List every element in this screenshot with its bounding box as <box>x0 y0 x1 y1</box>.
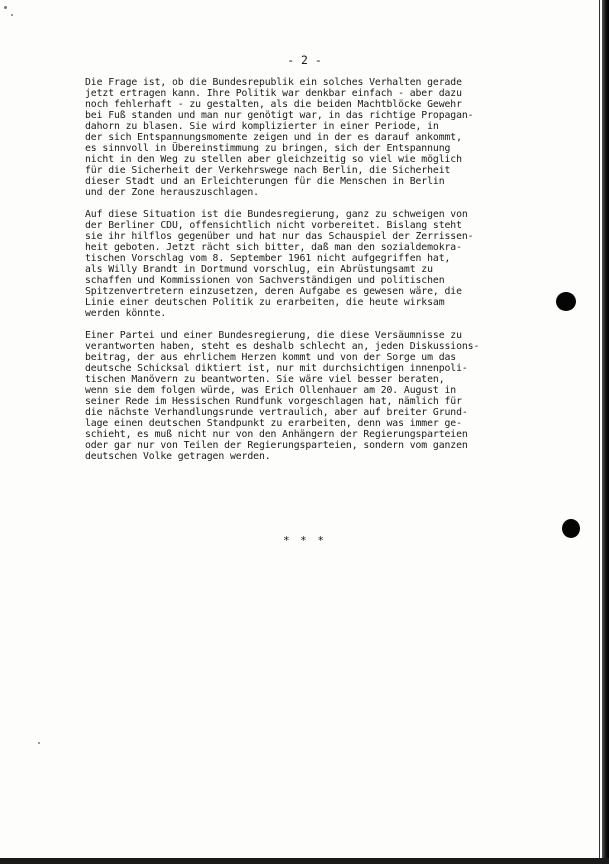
text-line: als Willy Brandt in Dortmund vorschlug, ein Abrüstungsamt zu <box>85 264 433 275</box>
scan-speck <box>11 14 13 16</box>
text-line: die nächste Verhandlungsrunde vertraulich, aber auf breiter Grund- <box>85 407 468 418</box>
text-line: nicht in den Weg zu stellen aber gleichzeitig so viel wie möglich <box>85 154 462 165</box>
text-line: tischen Vorschlag vom 8. September 1961 nicht aufgegriffen hat, <box>85 253 451 264</box>
text-line: verantworten haben, steht es deshalb schlecht an, jeden Diskussions- <box>85 341 480 352</box>
text-line: schieht, es muß nicht nur von den Anhängern der Regierungsparteien <box>85 429 468 440</box>
paragraph-1 <box>85 77 575 198</box>
text-line: tischen Manövern zu beantworten. Sie wäre viel besser beraten, <box>85 374 445 385</box>
punch-hole <box>562 519 580 538</box>
text-line: wenn sie dem folgen würde, was Erich Ollenhauer am 20. August in <box>85 385 457 396</box>
text-line: lage einen deutschen Standpunkt zu erarbeiten, denn was immer ge- <box>85 418 462 429</box>
text-line: dieser Stadt und an Erleichterungen für die Menschen in Berlin <box>85 176 445 187</box>
text-line: Spitzenvertretern einzusetzen, deren Aufgabe es gewesen wäre, die <box>85 286 462 297</box>
text-line: seiner Rede im Hessischen Rundfunk vorgeschlagen hat, nämlich für <box>85 396 462 407</box>
paragraph-3 <box>85 330 575 462</box>
punch-hole <box>556 292 576 311</box>
scan-edge-line <box>599 0 600 864</box>
text-line: noch fehlerhaft - zu gestalten, als die beiden Machtblöcke Gewehr <box>85 99 462 110</box>
text-line: heit geboten. Jetzt rächt sich bitter, daß man den sozialdemokra- <box>85 242 462 253</box>
text-line: deutsche Schicksal diktiert ist, nur mit durchsichtigen innenpoli- <box>85 363 468 374</box>
text-line: deutschen Volke getragen werden. <box>85 451 271 462</box>
text-line: dahorn zu blasen. Sie wird komplizierter in einer Periode, in <box>85 121 439 132</box>
text-line: Linie einer deutschen Politik zu erarbeiten, die heute wirksam <box>85 297 445 308</box>
text-line: Einer Partei und einer Bundesregierung, die diese Versäumnisse zu <box>85 330 462 341</box>
scan-edge-right <box>602 0 609 864</box>
text-line: werden könnte. <box>85 308 167 319</box>
text-line: beitrag, der aus ehrlichem Herzen kommt und von der Sorge um das <box>85 352 457 363</box>
text-line: Auf diese Situation ist die Bundesregierung, ganz zu schweigen von <box>85 209 468 220</box>
page-number: - 2 - <box>287 53 322 67</box>
text-line: es sinnvoll in Übereinstimmung zu bringen, sich der Entspannung <box>85 143 451 154</box>
document-body <box>85 77 575 473</box>
section-separator: * * * <box>282 534 327 547</box>
text-line: sie ihr hilflos gegenüber und hat nur das Schauspiel der Zerrissen- <box>85 231 474 242</box>
text-line: der sich Entspannungsmomente zeigen und in der es darauf ankommt, <box>85 132 462 143</box>
text-line: und der Zone herauszuschlagen. <box>85 187 259 198</box>
text-line: bei Fuß standen und man nur genötigt war, in das richtige Propagan- <box>85 110 474 121</box>
text-line: schaffen und Kommissionen von Sachverständigen und politischen <box>85 275 445 286</box>
paragraph-2 <box>85 209 575 319</box>
text-line: Die Frage ist, ob die Bundesrepublik ein solches Verhalten gerade <box>85 77 462 88</box>
scan-speck <box>38 742 40 744</box>
text-line: oder gar nur von Teilen der Regierungsparteien, sondern vom ganzen <box>85 440 468 451</box>
scan-speck <box>4 6 7 9</box>
text-line: jetzt ertragen kann. Ihre Politik war denkbar einfach - aber dazu <box>85 88 462 99</box>
text-line: der Berliner CDU, offensichtlich nicht vorbereitet. Bislang steht <box>85 220 462 231</box>
text-line: für die Sicherheit der Verkehrswege nach Berlin, die Sicherheit <box>85 165 451 176</box>
scan-edge-bottom <box>0 858 609 864</box>
